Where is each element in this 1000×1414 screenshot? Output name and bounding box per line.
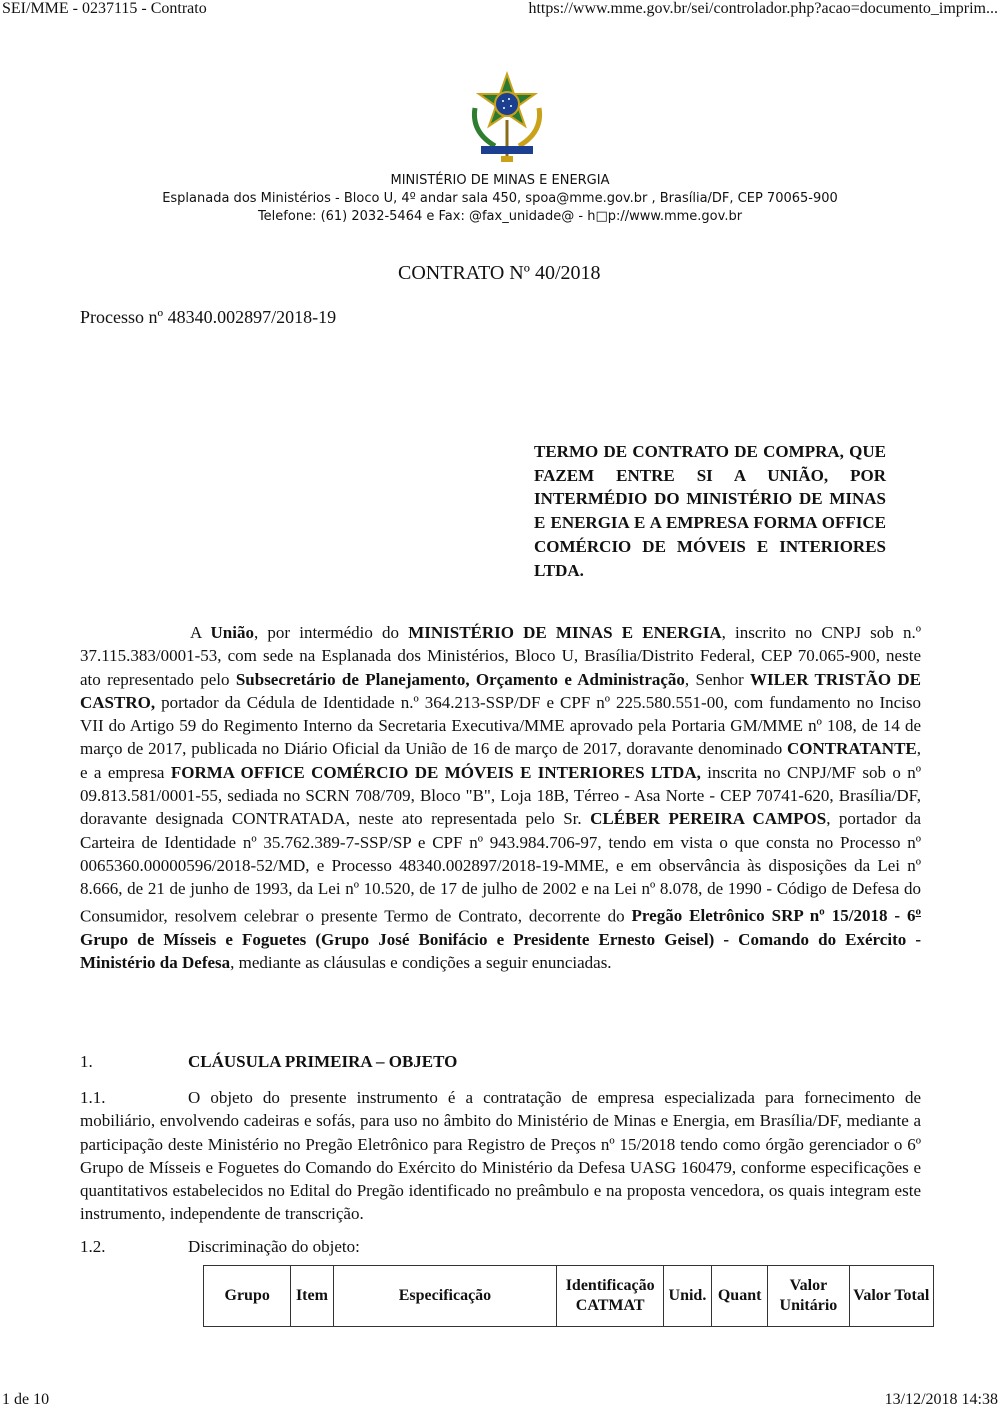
col-catmat: Identificação CATMAT bbox=[557, 1266, 663, 1327]
items-table bbox=[203, 1265, 934, 1327]
clause-1-2-text: Discriminação do objeto: bbox=[188, 1237, 360, 1256]
col-quant: Quant bbox=[712, 1266, 768, 1327]
table-header-row bbox=[204, 1266, 934, 1327]
preamble-paragraph: A União, por intermédio do MINISTÉRIO DE MINAS E ENERGIA, inscrito no CNPJ sob n.º 37.115.383/0001-53, com sede na Esplanada dos Ministérios, Bloco U, Brasília/Distrito Federal, CEP 70.065-900, neste ato representado pelo Subsecretário de Planejamento, Orçamento e Administração, Senhor WILER TRISTÃO DE CASTRO, portador da Cédula de Identidade n.º 364.213-SSP/DF e CPF nº 225.580.551-00, com fundamento no Inciso VII do Artigo 59 do Regimento Interno da Secretaria Executiva/MME aprovado pela Portaria GM/MME nº 108, de 14 de março de 2017, publicada no Diário Oficial da União de 16 de março de 2017, doravante denominado CONTRATANTE, e a empresa FORMA OFFICE COMÉRCIO DE MÓVEIS E INTERIORES LTDA, inscrita no CNPJ/MF sob o nº 09.813.581/0001-55, sediada no SCRN 708/709, Bloco "B", Loja 18B, Térreo - Asa Norte - CEP 70741-620, Brasília/DF, doravante designada CONTRATADA, neste ato representada pelo Sr. CLÉBER PEREIRA CAMPOS, portador da Carteira de Identidade nº 35.762.389-7-SSP/SP e CPF nº 943.984.706-97, tendo em vista o que consta no Processo nº 0065360.00000596/2018-52/MD, e Processo 48340.002897/2018-19-MME, e em observância às disposições da Lei nº 8.666, de 21 de junho de 1993, da Lei nº 10.520, de 17 de julho de 2002 e na Lei nº 8.078, de 1990 - Código de Defesa do Consumidor, resolvem celebrar o presente Termo de Contrato, decorrente do Pregão Eletrônico SRP nº 15/2018 - 6$^o$ Grupo de Mísseis e Foguetes (Grupo José Bonifácio e Presidente Ernesto Geisel) - Comando do Exército - Ministério da Defesa, mediante as cláusulas e condições a seguir enunciadas. bbox=[80, 623, 922, 972]
col-especificacao: Especificação bbox=[333, 1266, 557, 1327]
clause-1-2-number: 1.2. bbox=[80, 1237, 106, 1256]
col-grupo: Grupo bbox=[204, 1266, 291, 1327]
org-name: MINISTÉRIO DE MINAS E ENERGIA bbox=[390, 173, 610, 188]
org-phone: Telefone: (61) 2032-5464 e Fax: @fax_unidade@ - h□p://www.mme.gov.br bbox=[257, 209, 743, 224]
process-number: Processo nº 48340.002897/2018-19 bbox=[80, 307, 337, 327]
print-header-title: SEI/MME - 0237115 - Contrato bbox=[2, 0, 207, 17]
org-address: Esplanada dos Ministérios - Bloco U, 4º andar sala 450, spoa@mme.gov.br , Brasília/DF, CEP 70065-900 bbox=[162, 191, 838, 206]
clause-title: CLÁUSULA PRIMEIRA – OBJETO bbox=[188, 1052, 458, 1071]
col-item: Item bbox=[291, 1266, 333, 1327]
contract-title: CONTRATO Nº 40/2018 bbox=[398, 262, 601, 284]
col-valor-unitario: Valor Unitário bbox=[768, 1266, 849, 1327]
col-unid: Unid. bbox=[663, 1266, 711, 1327]
print-header-url: https://www.mme.gov.br/sei/controlador.php?acao=documento_imprim... bbox=[528, 0, 998, 17]
coat-of-arms-icon bbox=[467, 68, 547, 166]
print-timestamp: 13/12/2018 14:38 bbox=[884, 1391, 998, 1408]
contract-summary: TERMO DE CONTRATO DE COMPRA, QUE FAZEM ENTRE SI A UNIÃO, POR INTERMÉDIO DO MINISTÉRIO DE MINAS E ENERGIA E A EMPRESA FORMA OFFICE COMÉRCIO DE MÓVEIS E INTERIORES LTDA. bbox=[534, 442, 886, 580]
col-valor-total: Valor Total bbox=[849, 1266, 933, 1327]
page-counter: 1 de 10 bbox=[2, 1391, 50, 1408]
clause-1-1: 1.1. O objeto do presente instrumento é a contratação de empresa especializada para fornecimento de mobiliário, envolvendo cadeiras e sofás, para uso no âmbito do Ministério de Minas e Energia, em Brasília/DF, mediante a participação deste Ministério no Pregão Eletrônico para Registro de Preços nº 15/2018 tendo como órgão gerenciador o 6º Grupo de Mísseis e Foguetes do Comando do Exército do Ministério da Defesa UASG 160479, conforme especificações e quantitativos estabelecidos no Edital do Pregão identificado no preâmbulo e na proposta vencedora, os quais integram este instrumento, independente de transcrição. bbox=[80, 1088, 921, 1224]
clause-number: 1. bbox=[80, 1052, 93, 1071]
